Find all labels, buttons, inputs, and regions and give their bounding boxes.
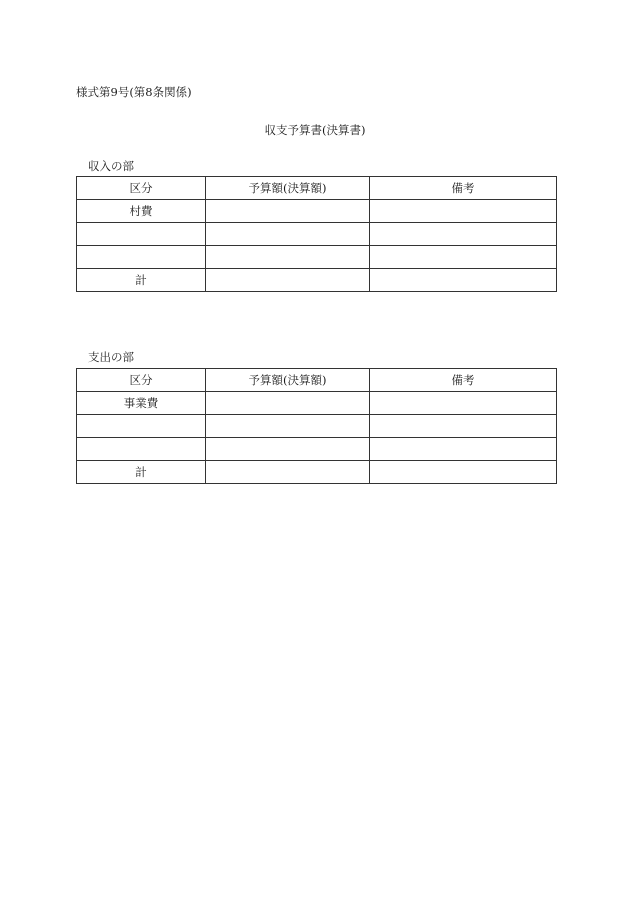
expense-cell-category: 事業費 (77, 392, 206, 415)
income-header-row (77, 177, 557, 200)
income-cell-category (77, 246, 206, 269)
income-header-remarks: 備考 (370, 177, 557, 200)
document-title: 収支予算書(決算書) (264, 123, 366, 137)
expense-section-label: 支出の部 (88, 350, 134, 364)
income-total-row (77, 269, 557, 292)
expense-total-remarks (370, 461, 557, 484)
income-cell-amount (206, 223, 370, 246)
table-row (77, 200, 557, 223)
income-table (76, 176, 557, 292)
expense-cell-amount (206, 415, 370, 438)
table-row (77, 415, 557, 438)
table-row (77, 223, 557, 246)
expense-cell-remarks (370, 392, 557, 415)
expense-total-row (77, 461, 557, 484)
income-cell-amount (206, 246, 370, 269)
expense-header-row (77, 369, 557, 392)
expense-header-category: 区分 (77, 369, 206, 392)
expense-cell-amount (206, 438, 370, 461)
expense-cell-category (77, 438, 206, 461)
income-total-remarks (370, 269, 557, 292)
income-cell-remarks (370, 223, 557, 246)
income-total-label: 計 (77, 269, 206, 292)
income-cell-remarks (370, 246, 557, 269)
expense-total-label: 計 (77, 461, 206, 484)
expense-cell-category (77, 415, 206, 438)
table-row (77, 246, 557, 269)
expense-header-remarks: 備考 (370, 369, 557, 392)
income-cell-remarks (370, 200, 557, 223)
expense-total-amount (206, 461, 370, 484)
expense-cell-remarks (370, 438, 557, 461)
income-cell-category: 村費 (77, 200, 206, 223)
table-row (77, 438, 557, 461)
income-cell-category (77, 223, 206, 246)
expense-cell-amount (206, 392, 370, 415)
table-row (77, 392, 557, 415)
income-header-amount: 予算額(決算額) (206, 177, 370, 200)
expense-header-amount: 予算額(決算額) (206, 369, 370, 392)
form-number: 様式第9号(第8条関係) (76, 85, 192, 99)
income-header-category: 区分 (77, 177, 206, 200)
income-cell-amount (206, 200, 370, 223)
expense-table (76, 368, 557, 484)
income-total-amount (206, 269, 370, 292)
income-section-label: 収入の部 (88, 159, 134, 173)
expense-cell-remarks (370, 415, 557, 438)
